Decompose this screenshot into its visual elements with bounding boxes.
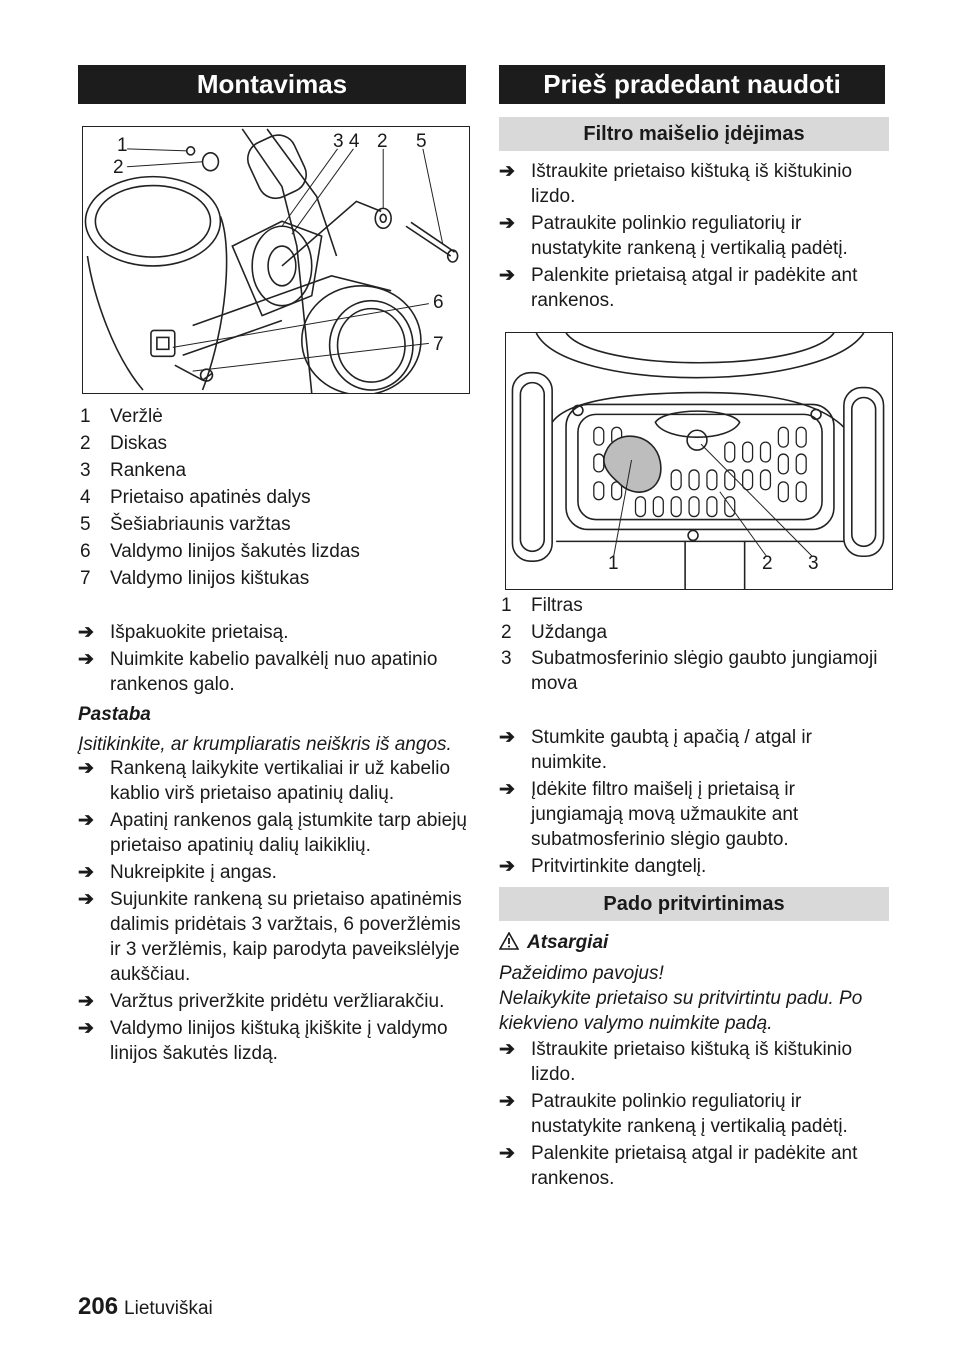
arrow-right-icon: ➔ (78, 649, 94, 670)
figure-label-3-4: 3 4 (333, 131, 360, 152)
pad-steps (499, 1037, 891, 1193)
figure-label-1: 1 (608, 553, 619, 574)
step-item: ➔ Valdymo linijos kištuką įkiškite į valdymo linijos šakutės lizdą. (78, 1018, 448, 1064)
note-heading: Pastaba (78, 704, 151, 725)
legend-item: 2 Uždanga (501, 622, 608, 643)
page-number: 206 (78, 1293, 119, 1320)
arrow-right-icon: ➔ (78, 810, 94, 831)
warning-triangle-icon (499, 932, 519, 956)
section-title-pries-pradedant: Prieš pradedant naudoti (499, 65, 885, 104)
legend-item: 5 Šešiabriaunis varžtas (80, 514, 291, 535)
assembly-figure (82, 126, 470, 394)
legend-item: 4 Prietaiso apatinės dalys (80, 487, 311, 508)
step-item: ➔ Apatinį rankenos galą įstumkite tarp abiejų prietaiso apatinių dalių laikiklių. (78, 810, 467, 856)
filter-steps-b (499, 725, 891, 881)
figure-label-3: 3 (808, 553, 819, 574)
arrow-right-icon: ➔ (499, 856, 515, 877)
step-item: ➔ Palenkite prietaisą atgal ir padėkite ant rankenos. (499, 1143, 858, 1189)
warning-heading: Atsargiai (499, 932, 608, 956)
arrow-right-icon: ➔ (499, 1091, 515, 1112)
arrow-right-icon: ➔ (78, 889, 94, 910)
figure-label-6: 6 (433, 292, 444, 313)
filter-figure (505, 332, 893, 590)
warning-text-1: Pažeidimo pavojus! (499, 963, 664, 984)
step-item: ➔ Įdėkite filtro maišelį į prietaisą ir jungiamąją movą užmaukite ant subatmosferinio slėgio gaubto. (499, 779, 799, 850)
subsection-title-pado: Pado pritvirtinimas (499, 887, 889, 921)
assembly-legend (78, 403, 474, 592)
arrow-right-icon: ➔ (78, 862, 94, 883)
assembly-illustration (83, 127, 469, 393)
step-item: ➔ Rankeną laikykite vertikaliai ir už kabelio kablio virš prietaiso apatinių dalių. (78, 758, 451, 804)
arrow-right-icon: ➔ (499, 1143, 515, 1164)
assembly-steps-b (78, 756, 474, 1068)
step-item: ➔ Varžtus priveržkite pridėtu veržliarakčiu. (78, 991, 445, 1012)
arrow-right-icon: ➔ (78, 622, 94, 643)
step-item: ➔ Sujunkite rankeną su prietaiso apatinėmis dalimis pridėtais 3 varžtais, 6 poveržlėmis ir 3 veržlėmis, kaip parodyta paveikslėlyje aukščiau. (78, 889, 462, 985)
legend-item: 1 Filtras (501, 595, 583, 616)
arrow-right-icon: ➔ (499, 779, 515, 800)
footer-language: Lietuviškai (124, 1298, 213, 1319)
step-item: ➔ Nukreipkite į angas. (78, 862, 277, 883)
figure-label-2b: 2 (377, 131, 388, 152)
arrow-right-icon: ➔ (499, 1039, 515, 1060)
arrow-right-icon: ➔ (499, 727, 515, 748)
warning-text-2: Nelaikykite prietaiso su pritvirtintu padu. Po kiekvieno valymo nuimkite padą. (499, 988, 863, 1034)
step-item: ➔ Nuimkite kabelio pavalkėlį nuo apatinio rankenos galo. (78, 649, 438, 695)
section-title-montavimas: Montavimas (78, 65, 466, 104)
figure-label-7: 7 (433, 334, 444, 355)
filter-illustration (506, 333, 892, 589)
step-item: ➔ Palenkite prietaisą atgal ir padėkite ant rankenos. (499, 265, 858, 311)
arrow-right-icon: ➔ (499, 265, 515, 286)
figure-label-5: 5 (416, 131, 427, 152)
step-item: ➔ Patraukite polinkio reguliatorių ir nustatykite rankeną į vertikalią padėtį. (499, 213, 848, 259)
legend-item: 7 Valdymo linijos kištukas (80, 568, 310, 589)
legend-item: 1 Veržlė (80, 406, 163, 427)
legend-item: 3 Subatmosferinio slėgio gaubto jungiamoji mova (501, 648, 878, 694)
figure-label-2: 2 (762, 553, 773, 574)
step-item: ➔ Patraukite polinkio reguliatorių ir nustatykite rankeną į vertikalią padėtį. (499, 1091, 848, 1137)
step-item: ➔ Ištraukite prietaiso kištuką iš kištukinio lizdo. (499, 161, 853, 207)
filter-steps-a (499, 159, 891, 315)
note-text: Įsitikinkite, ar krumpliaratis neiškris iš angos. (78, 734, 452, 755)
arrow-right-icon: ➔ (499, 213, 515, 234)
figure-label-2: 2 (113, 157, 124, 178)
subsection-title-filtro: Filtro maišelio įdėjimas (499, 117, 889, 151)
filter-legend (499, 592, 891, 696)
legend-item: 6 Valdymo linijos šakutės lizdas (80, 541, 360, 562)
legend-item: 2 Diskas (80, 433, 168, 454)
legend-item: 3 Rankena (80, 460, 187, 481)
step-item: ➔ Stumkite gaubtą į apačią / atgal ir nuimkite. (499, 727, 812, 773)
arrow-right-icon: ➔ (78, 1018, 94, 1039)
arrow-right-icon: ➔ (78, 991, 94, 1012)
arrow-right-icon: ➔ (78, 758, 94, 779)
page-footer (78, 1293, 213, 1321)
step-item: ➔ Ištraukite prietaiso kištuką iš kištukinio lizdo. (499, 1039, 853, 1085)
figure-label-1: 1 (117, 135, 128, 156)
step-item: ➔ Pritvirtinkite dangtelį. (499, 856, 707, 877)
step-item: ➔ Išpakuokite prietaisą. (78, 622, 289, 643)
arrow-right-icon: ➔ (499, 161, 515, 182)
assembly-steps-a (78, 620, 474, 699)
